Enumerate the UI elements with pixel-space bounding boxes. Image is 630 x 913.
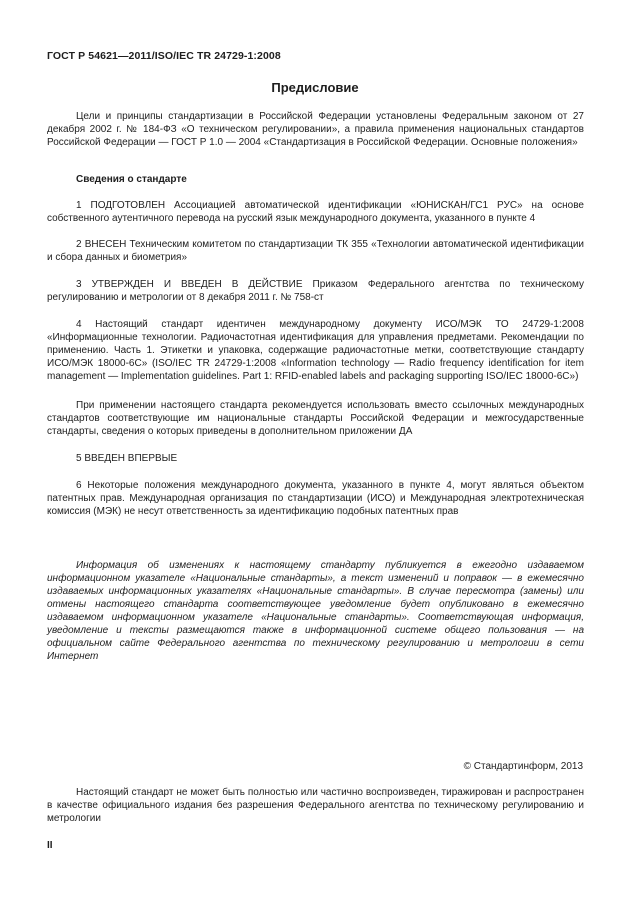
standard-info-item-2: 2 ВНЕСЕН Техническим комитетом по стандартизации ТК 355 «Технологии автоматической идентификации и сбора данных и биометрия» [47, 239, 584, 263]
standard-info-item-6: 6 Некоторые положения международного документа, указанного в пункте 4, могут являться объектом патентных прав. Международная организация по стандартизации (ИСО) и Международная электротехническая комиссия (МЭК) не несут ответственность за идентификацию подобных патентных прав [47, 480, 584, 517]
preface-intro: Цели и принципы стандартизации в Российской Федерации установлены Федеральным законом от 27 декабря 2002 г. № 184-ФЗ «О техническом регулировании», а правила применения национальных стандартов Российской Федерации — ГОСТ Р 1.0 — 2004 «Стандартизация в Российской Федерации. Основные положения» [47, 111, 584, 148]
amendments-notice: Информация об изменениях к настоящему стандарту публикуется в ежегодно издаваемом информационном указателе «Национальные стандарты», а текст изменений и поправок — в ежемесячно издаваемых информационных указателях «Национальные стандарты». В случае пересмотра (замены) или отмены настоящего стандарта соответствующее уведомление будет опубликовано в ежемесячно издаваемом информационном указателе «Национальные стандарты». Соответствующая информация, уведомление и тексты размещаются также в информационной системе общего пользования — на официальном сайте Федерального агентства по техническому регулированию и метрологии в сети Интернет [47, 560, 584, 662]
page-number: II [47, 840, 53, 851]
section-heading: Сведения о стандарте [76, 174, 187, 185]
reproduction-notice: Настоящий стандарт не может быть полностью или частично воспроизведен, тиражирован и распространен в качестве официального издания без разрешения Федерального агентства по техническому регулированию и метрологии [47, 787, 584, 824]
standard-info-item-1: 1 ПОДГОТОВЛЕН Ассоциацией автоматической идентификации «ЮНИСКАН/ГС1 РУС» на основе собственного аутентичного перевода на русский язык международного документа, указанного в пункте 4 [47, 200, 584, 224]
page-title: Предисловие [271, 80, 359, 95]
standard-info-item-4-note: При применении настоящего стандарта рекомендуется использовать вместо ссылочных международных стандартов соответствующие им национальные стандарты Российской Федерации и межгосударственные стандарты, сведения о которых приведены в дополнительном приложении ДА [47, 400, 584, 437]
document-header: ГОСТ Р 54621—2011/ISO/IEC TR 24729-1:2008 [47, 50, 281, 62]
standard-info-item-4: 4 Настоящий стандарт идентичен международному документу ИСО/МЭК ТО 24729-1:2008 «Информационные технологии. Радиочастотная идентификация для управления предметами. Рекомендации по применению. Часть 1. Этикетки и упаковка, содержащие радиочастотные метки, соответствующие стандарту ИСО/МЭК 18000-6С» (ISO/IEC TR 24729-1:2008 «Information technology — Radio frequency identification for item management — Implementation guidelines. Part 1: RFID-enabled labels and packaging supporting ISO/IEC 18000-6C») [47, 319, 584, 382]
standard-info-item-3: 3 УТВЕРЖДЕН И ВВЕДЕН В ДЕЙСТВИЕ Приказом Федерального агентства по техническому регулированию и метрологии от 8 декабря 2011 г. № 758-ст [47, 279, 584, 303]
copyright-line: © Стандартинформ, 2013 [463, 761, 583, 772]
standard-info-item-5: 5 ВВЕДЕН ВПЕРВЫЕ [76, 453, 178, 464]
